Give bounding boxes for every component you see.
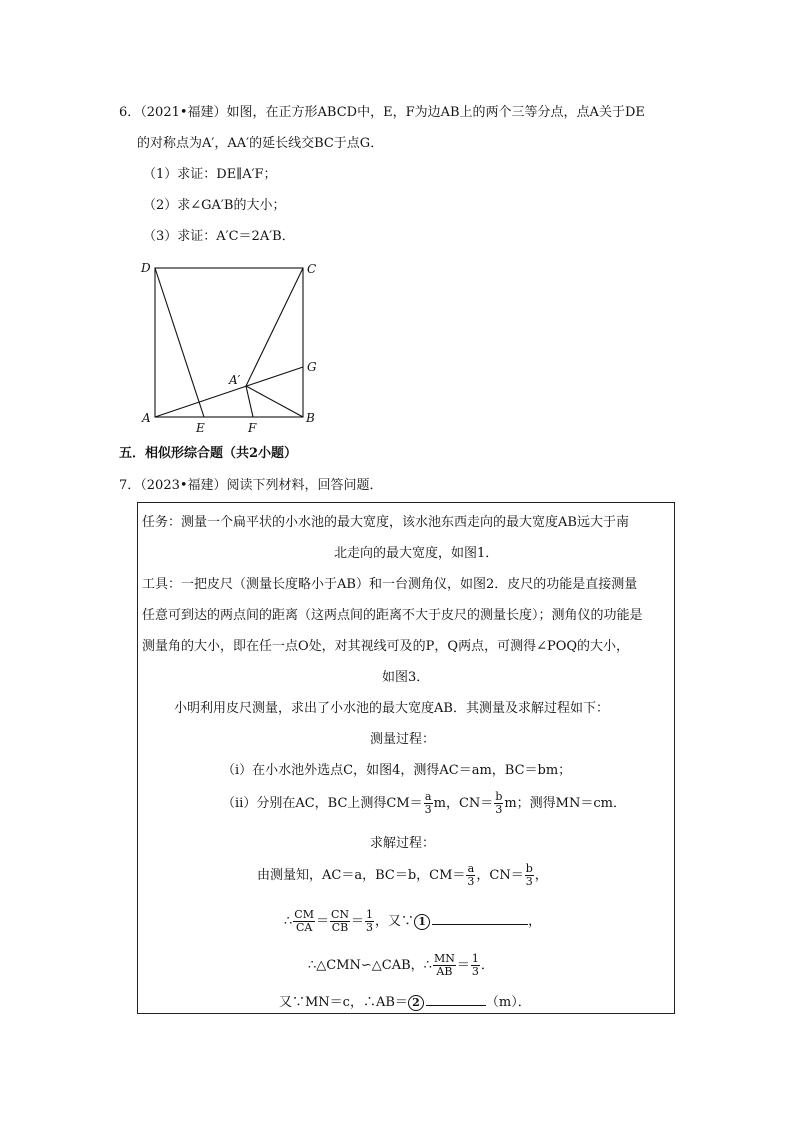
frac-mn-ab: $\frac{MN}{AB}$ [433,952,455,978]
segment-apf [246,386,253,417]
solve-3-a: ∴△CMN∽△CAB，∴ [308,958,432,973]
section-title: 五．相似形综合题（共2小题） [119,446,298,461]
step-2 [222,789,626,819]
frac-a-over-3-b: $\frac{a}{3}$ [467,862,475,888]
step-2-b: m，CN＝ [433,796,494,811]
step-2-a: （ⅱ）分别在AC，BC上测得CM＝ [222,796,423,811]
label-f: F [248,421,257,435]
solve-line-1 [257,861,548,891]
solve-1-a: 由测量知，AC＝a，BC＝b，CM＝ [257,868,466,883]
q6-part-1: （1）求证：DE∥A′F； [143,167,277,182]
answer-blank-1[interactable] [432,910,528,925]
label-d: D [141,261,151,275]
q6-line2: 的对称点为A′，AA′的延长线交BC于点G． [137,136,384,151]
solve-line-2: ∴ $\frac{CM}{CA}$ ＝ $\frac{CN}{CB}$ ＝ $\frac{1}{3}$ ，又∵ 1 ， [284,908,542,934]
tool-line-4: 如图3． [382,670,430,685]
task-line-1: 任务：测量一个扁平状的小水池的最大宽度，该水池东西走向的最大宽度AB远大于南 [142,515,629,530]
step-1: （ⅰ）在小水池外选点C，如图4，测得AC＝am，BC＝bm； [222,763,572,778]
q6-part-2: （2）求∠GA′B的大小； [143,198,286,213]
q6-text-1: 如图，在正方形ABCD中，E，F为边AB上的两个三等分点，点A关于DE [226,105,645,120]
q6-line1 [119,104,645,122]
xiaoming-line: 小明利用皮尺测量，求出了小水池的最大宽度AB．其测量及求解过程如下： [174,701,609,716]
label-e: E [196,421,205,435]
frac-b-over-3-b: $\frac{b}{3}$ [525,862,533,888]
label-a: A [142,411,151,425]
solve-line-3: ∴△CMN∽△CAB，∴ $\frac{MN}{AB}$ ＝ $\frac{1}{3}$ ． [308,952,494,978]
segment-apb [246,386,303,417]
solve-4-b: （m）． [485,995,531,1010]
solve-line-4 [279,991,531,1012]
frac-a-over-3: $\frac{a}{3}$ [424,790,432,816]
square-figure [135,258,335,438]
segment-de [155,268,204,417]
q7-number: 7． [119,478,141,493]
task-line-2: 北走向的最大宽度，如图1． [334,546,499,561]
q7-line1 [119,477,383,495]
answer-blank-2[interactable] [426,991,486,1006]
frac-1-over-3: $\frac{1}{3}$ [366,908,374,934]
solve-1-b: ，CN＝ [476,868,524,883]
solve-title: 求解过程： [370,836,436,851]
frac-b-over-3: $\frac{b}{3}$ [495,790,503,816]
solve-4-a: 又∵MN＝c，∴AB＝ [279,995,408,1010]
label-g: G [307,360,317,374]
solve-2-a: ∴ [284,914,293,929]
q6-source: （2021•福建） [140,105,227,120]
square-abcd [155,268,303,417]
tool-line-2: 任意可到达的两点间的距离（这两点间的距离不大于皮尺的测量长度）；测角仪的功能是 [142,608,643,623]
tool-line-3: 测量角的大小，即在任一点O处，对其视线可及的P，Q两点，可测得∠POQ的大小， [142,639,630,654]
segment-apc [246,268,303,386]
solve-1-c: ， [534,868,548,883]
material-box [137,502,675,1014]
blank-2-marker: 2 [408,995,424,1011]
step-2-c: m；测得MN＝cm． [504,796,626,811]
label-b: B [306,411,315,425]
q7-intro: 阅读下列材料，回答问题． [226,478,383,493]
measure-title: 测量过程： [370,732,436,747]
q6-part-3: （3）求证：A′C＝2A′B． [143,229,295,244]
label-ap: A′ [229,373,241,387]
tool-line-1: 工具：一把皮尺（测量长度略小于AB）和一台测角仪，如图2．皮尺的功能是直接测量 [142,577,638,592]
frac-1-over-3-b: $\frac{1}{3}$ [471,952,479,978]
solve-2-b: ，又∵ [375,914,415,929]
q6-number: 6． [119,105,141,120]
q7-source: （2023•福建） [140,478,227,493]
frac-cn-cb: $\frac{CN}{CB}$ [330,908,350,934]
blank-1-marker: 1 [414,914,430,930]
label-c: C [307,262,317,276]
frac-cm-ca: $\frac{CM}{CA}$ [294,908,314,934]
